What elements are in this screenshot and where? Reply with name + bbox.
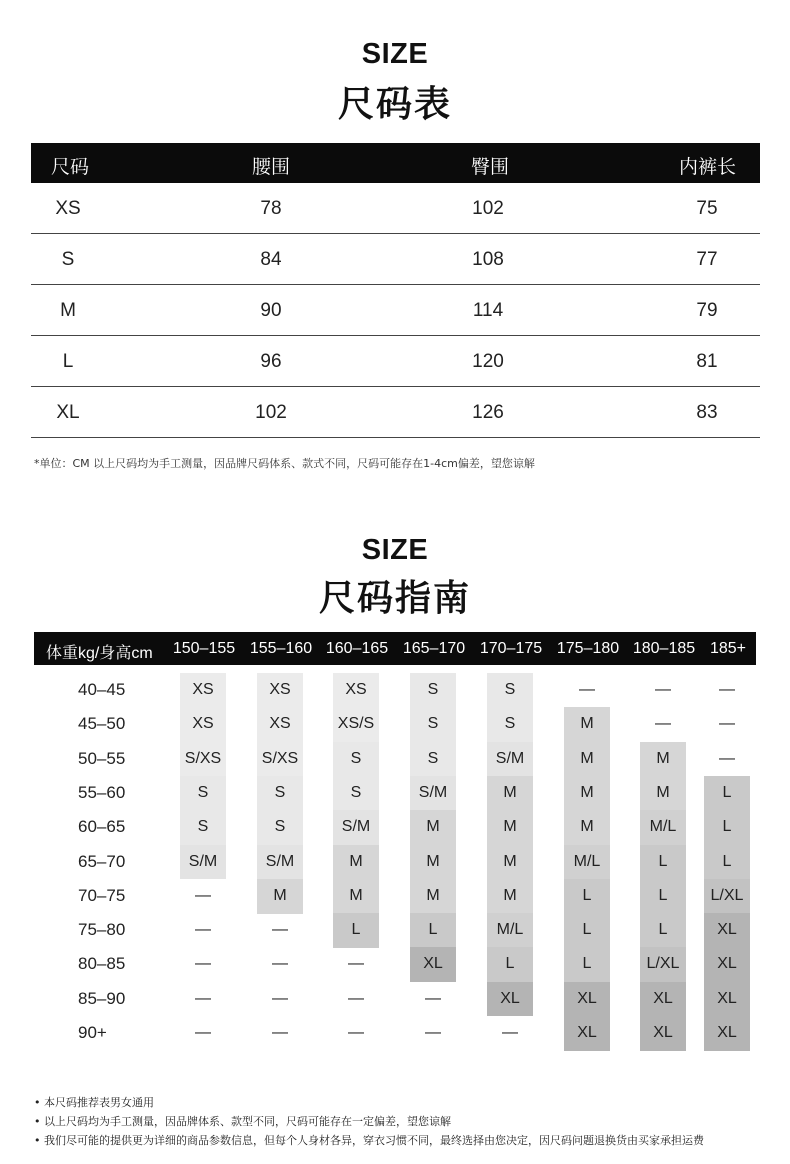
- size-cell: S/XS: [257, 742, 303, 777]
- unit-note: *单位：CM 以上尺码均为手工测量，因品牌尺码体系、款式不同，尺码可能存在1-4cm偏差，望您谅解: [34, 457, 535, 470]
- size-cell: L/XL: [640, 947, 686, 982]
- size-cell: —: [655, 715, 671, 733]
- size-cell: S/M: [410, 776, 456, 811]
- size-cell: L: [564, 913, 610, 948]
- size-cell: M/L: [564, 845, 610, 880]
- size-cell: —: [719, 681, 735, 698]
- cell-inseam: 75: [696, 198, 718, 219]
- weight-label: 80–85: [78, 954, 126, 974]
- size-cell: —: [272, 989, 288, 1007]
- size-cell: M: [487, 810, 533, 845]
- size-cell: —: [425, 1024, 441, 1041]
- header-height-col: 150–155: [172, 640, 236, 657]
- cell-size: L: [62, 351, 74, 372]
- header-height-col: 155–160: [249, 640, 313, 657]
- size-cell: M: [564, 810, 610, 845]
- header-size: 尺码: [51, 156, 90, 178]
- size-cell: XL: [704, 913, 750, 948]
- size-cell: L: [704, 776, 750, 811]
- size-cell: L: [564, 879, 610, 914]
- size-cell: XL: [704, 947, 750, 982]
- weight-label: 85–90: [78, 988, 126, 1008]
- size-cell: M: [564, 776, 610, 811]
- size-cell: —: [348, 955, 364, 973]
- header-weight-height: 体重kg/身高cm: [46, 645, 153, 662]
- size-cell: S: [487, 673, 533, 708]
- size-cell: M: [564, 707, 610, 742]
- size-cell: M: [487, 879, 533, 914]
- header-height-col: 175–180: [556, 640, 620, 657]
- note-item: • 我们尽可能的提供更为详细的商品参数信息，但每个人身材各异，穿衣习惯不同，最终选择由您决定，因尺码问题退换货由买家承担运费: [34, 1131, 704, 1150]
- size-cell: L: [640, 845, 686, 880]
- size-cell: L: [704, 810, 750, 845]
- size-cell: M: [410, 845, 456, 880]
- weight-label: 40–45: [78, 680, 126, 699]
- cell-inseam: 77: [696, 249, 718, 270]
- cell-inseam: 79: [696, 300, 718, 321]
- cell-hip: 102: [472, 198, 504, 219]
- size-cell: —: [348, 989, 364, 1007]
- size-cell: S: [333, 742, 379, 777]
- size-cell: XS: [333, 673, 379, 708]
- size-cell: L: [704, 845, 750, 880]
- size-cell: S: [410, 742, 456, 777]
- weight-label: 65–70: [78, 851, 126, 871]
- cell-inseam: 83: [696, 402, 718, 423]
- weight-label: 45–50: [78, 714, 126, 734]
- size-cell: M: [487, 776, 533, 811]
- size-cell: S/M: [257, 845, 303, 880]
- size-cell: L: [333, 913, 379, 948]
- guide-title-en: SIZE: [361, 534, 429, 566]
- size-title-en: SIZE: [361, 38, 429, 70]
- notes-list: [34, 1093, 704, 1150]
- size-cell: M/L: [487, 913, 533, 948]
- size-cell: XL: [640, 1016, 686, 1051]
- size-cell: M: [410, 810, 456, 845]
- size-cell: —: [425, 989, 441, 1007]
- cell-waist: 102: [255, 402, 287, 423]
- size-cell: L: [564, 947, 610, 982]
- cell-waist: 84: [260, 249, 282, 270]
- cell-size: M: [60, 300, 76, 321]
- size-cell: XS: [180, 673, 226, 708]
- size-cell: XL: [640, 982, 686, 1017]
- weight-label: 55–60: [78, 782, 126, 802]
- size-cell: —: [719, 749, 735, 767]
- size-cell: M: [333, 879, 379, 914]
- size-cell: —: [348, 1024, 364, 1041]
- size-cell: XS: [257, 673, 303, 708]
- size-cell: L: [640, 913, 686, 948]
- size-cell: —: [719, 715, 735, 733]
- size-cell: —: [502, 1024, 518, 1041]
- cell-hip: 114: [472, 300, 504, 321]
- size-cell: S/M: [180, 845, 226, 880]
- size-cell: M/L: [640, 810, 686, 845]
- header-hip: 臀围: [471, 156, 510, 178]
- size-cell: —: [195, 1024, 211, 1041]
- size-cell: L: [487, 947, 533, 982]
- note-item: • 以上尺码均为手工测量，因品牌体系、款型不同，尺码可能存在一定偏差，望您谅解: [34, 1112, 704, 1131]
- header-height-col: 165–170: [402, 640, 466, 657]
- size-guide-title: 尺码指南: [318, 578, 471, 619]
- size-cell: M: [410, 879, 456, 914]
- size-cell: L: [640, 879, 686, 914]
- size-cell: —: [655, 681, 671, 698]
- size-cell: S/XS: [180, 742, 226, 777]
- size-cell: M: [640, 742, 686, 777]
- size-cell: XS: [257, 707, 303, 742]
- weight-label: 60–65: [78, 817, 126, 837]
- cell-hip: 120: [472, 351, 504, 372]
- size-cell: XL: [564, 1016, 610, 1051]
- header-height-col: 185+: [709, 640, 747, 657]
- size-cell: S: [410, 673, 456, 708]
- size-cell: S/M: [333, 810, 379, 845]
- size-cell: S/M: [487, 742, 533, 777]
- cell-inseam: 81: [696, 351, 718, 372]
- size-cell: M: [564, 742, 610, 777]
- header-height-col: 160–165: [325, 640, 389, 657]
- header-height-col: 170–175: [479, 640, 543, 657]
- size-cell: M: [333, 845, 379, 880]
- cell-hip: 108: [472, 249, 504, 270]
- size-cell: S: [180, 776, 226, 811]
- size-cell: —: [272, 921, 288, 939]
- size-cell: —: [195, 921, 211, 939]
- size-cell: L/XL: [704, 879, 750, 914]
- size-cell: —: [272, 1024, 288, 1041]
- size-cell: —: [579, 681, 595, 698]
- size-cell: S: [180, 810, 226, 845]
- size-cell: L: [410, 913, 456, 948]
- size-cell: M: [257, 879, 303, 914]
- size-cell: XL: [704, 982, 750, 1017]
- weight-label: 90+: [78, 1023, 107, 1042]
- cell-waist: 96: [260, 351, 282, 372]
- weight-label: 75–80: [78, 920, 126, 940]
- cell-size: S: [61, 249, 75, 270]
- size-cell: M: [487, 845, 533, 880]
- header-waist: 腰围: [252, 156, 291, 178]
- weight-label: 50–55: [78, 748, 126, 768]
- size-cell: —: [272, 955, 288, 973]
- size-cell: S: [333, 776, 379, 811]
- size-cell: —: [195, 886, 211, 904]
- weight-label: 70–75: [78, 885, 126, 905]
- header-height-col: 180–185: [632, 640, 696, 657]
- size-cell: XL: [704, 1016, 750, 1051]
- size-cell: S: [487, 707, 533, 742]
- size-cell: —: [195, 955, 211, 973]
- header-inseam: 内裤长: [679, 156, 737, 178]
- cell-size: XS: [55, 198, 81, 219]
- size-cell: S: [257, 810, 303, 845]
- size-chart-title: 尺码表: [337, 84, 452, 125]
- size-cell: XS: [180, 707, 226, 742]
- cell-waist: 90: [260, 300, 282, 321]
- note-item: • 本尺码推荐表男女通用: [34, 1093, 704, 1112]
- size-cell: —: [195, 989, 211, 1007]
- cell-waist: 78: [260, 198, 282, 219]
- size-cell: S: [410, 707, 456, 742]
- size-cell: XL: [410, 947, 456, 982]
- cell-hip: 126: [472, 402, 504, 423]
- size-cell: XL: [487, 982, 533, 1017]
- size-cell: M: [640, 776, 686, 811]
- size-cell: S: [257, 776, 303, 811]
- cell-size: XL: [56, 402, 80, 423]
- size-cell: XS/S: [333, 707, 379, 742]
- size-cell: XL: [564, 982, 610, 1017]
